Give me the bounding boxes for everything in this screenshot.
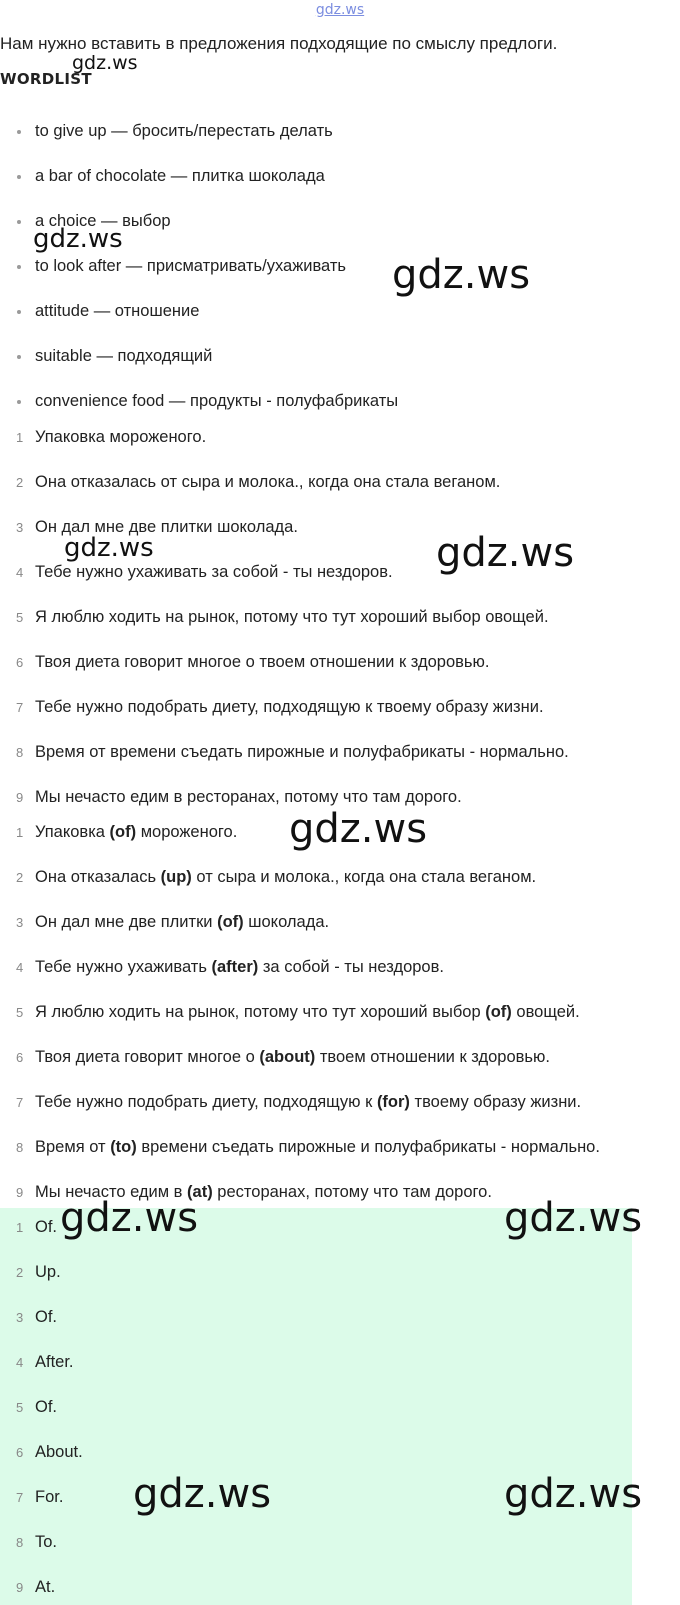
answer-text: Of. [35,1308,58,1326]
translation-text: Тебе нужно ухаживать за собой - ты нездоров. [35,563,393,581]
watermark: gdz.ws [289,806,428,852]
preposition: (of) [109,823,137,841]
filled-text: Он дал мне две плитки (of) шоколада. [35,913,330,931]
filled-text: Твоя диета говорит многое о (about) твоем отношении к здоровью. [35,1048,550,1066]
answer-text: Of. [35,1398,58,1416]
answer-text: Of. [35,1218,58,1236]
item-number: 1 [16,1220,24,1235]
filled-text: Время от (to) времени съедать пирожные и полуфабрикаты - нормально. [35,1138,600,1156]
bullet-icon [17,220,21,224]
answer-text: After. [35,1353,74,1371]
item-number: 6 [16,1445,24,1460]
item-number: 1 [16,430,24,445]
watermark: gdz.ws [504,1195,643,1241]
bullet-icon [17,310,21,314]
item-number: 9 [16,1580,24,1595]
translation-text: Мы нечасто едим в ресторанах, потому что там дорого. [35,788,462,806]
watermark: gdz.ws [33,224,123,254]
watermark: gdz.ws [64,533,154,563]
intro-text: Нам нужно вставить в предложения подходящие по смыслу предлоги. [0,34,558,53]
filled-text: Она отказалась (up) от сыра и молока., когда она стала веганом. [35,868,537,886]
preposition: (of) [217,913,244,931]
watermark: gdz.ws [60,1195,199,1241]
site-link[interactable]: gdz.ws [315,2,365,18]
item-number: 2 [16,475,24,490]
bullet-icon [17,175,21,179]
watermark: gdz.ws [504,1471,643,1517]
preposition: (for) [376,1093,410,1111]
filled-text: Тебе нужно подобрать диету, подходящую к (for) твоему образу жизни. [35,1093,582,1111]
wordlist-text: convenience food — продукты - полуфабрикаты [35,392,399,410]
item-number: 1 [16,825,24,840]
filled-text: Я люблю ходить на рынок, потому что тут хороший выбор (of) овощей. [35,1003,580,1021]
item-number: 5 [16,1005,24,1020]
item-number: 6 [16,655,24,670]
item-number: 9 [16,790,24,805]
item-number: 2 [16,870,24,885]
answer-text: For. [35,1488,64,1506]
item-number: 3 [16,915,24,930]
item-number: 3 [16,1310,24,1325]
preposition: (of) [485,1003,512,1021]
filled-text: Мы нечасто едим в (at) ресторанах, потому что там дорого. [35,1183,492,1201]
filled-text: Упаковка (of) мороженого. [35,823,238,841]
item-number: 7 [16,1490,24,1505]
wordlist-text: suitable — подходящий [35,347,213,365]
filled-text: Тебе нужно ухаживать (after) за собой - ты нездоров. [35,958,444,976]
translation-text: Упаковка мороженого. [35,428,207,446]
item-number: 4 [16,565,24,580]
watermark: gdz.ws [436,530,575,576]
wordlist-text: a choice — выбор [35,212,171,230]
preposition: (after) [211,958,259,976]
answer-text: Up. [35,1263,61,1281]
item-number: 4 [16,1355,24,1370]
wordlist-text: attitude — отношение [35,302,200,320]
bullet-icon [17,265,21,269]
watermark: gdz.ws [133,1471,272,1517]
item-number: 7 [16,700,24,715]
wordlist-text: a bar of chocolate — плитка шоколада [35,167,325,185]
answer-text: At. [35,1578,56,1596]
item-number: 5 [16,1400,24,1415]
item-number: 8 [16,1535,24,1550]
translation-text: Тебе нужно подобрать диету, подходящую к твоему образу жизни. [35,698,544,716]
answers-highlight [0,1208,632,1605]
item-number: 8 [16,1140,24,1155]
item-number: 6 [16,1050,24,1065]
preposition: (at) [187,1183,213,1201]
item-number: 4 [16,960,24,975]
translation-text: Он дал мне две плитки шоколада. [35,518,298,536]
wordlist-text: to look after — присматривать/ухаживать [35,257,346,275]
translation-text: Я люблю ходить на рынок, потому что тут хороший выбор овощей. [35,608,549,626]
answer-text: To. [35,1533,58,1551]
item-number: 5 [16,610,24,625]
preposition: (up) [160,868,192,886]
bullet-icon [17,355,21,359]
answer-text: About. [35,1443,83,1461]
preposition: (to) [110,1138,137,1156]
item-number: 3 [16,520,24,535]
item-number: 7 [16,1095,24,1110]
wordlist-text: to give up — бросить/перестать делать [35,122,333,140]
preposition: (about) [259,1048,316,1066]
item-number: 9 [16,1185,24,1200]
translation-text: Она отказалась от сыра и молока., когда она стала веганом. [35,473,501,491]
watermark: gdz.ws [72,52,138,74]
bullet-icon [17,130,21,134]
wordlist-title: WORDLIST [0,70,92,88]
watermark: gdz.ws [392,252,531,298]
translation-text: Время от времени съедать пирожные и полуфабрикаты - нормально. [35,743,569,761]
item-number: 2 [16,1265,24,1280]
bullet-icon [17,400,21,404]
translation-text: Твоя диета говорит многое о твоем отношении к здоровью. [35,653,490,671]
item-number: 8 [16,745,24,760]
